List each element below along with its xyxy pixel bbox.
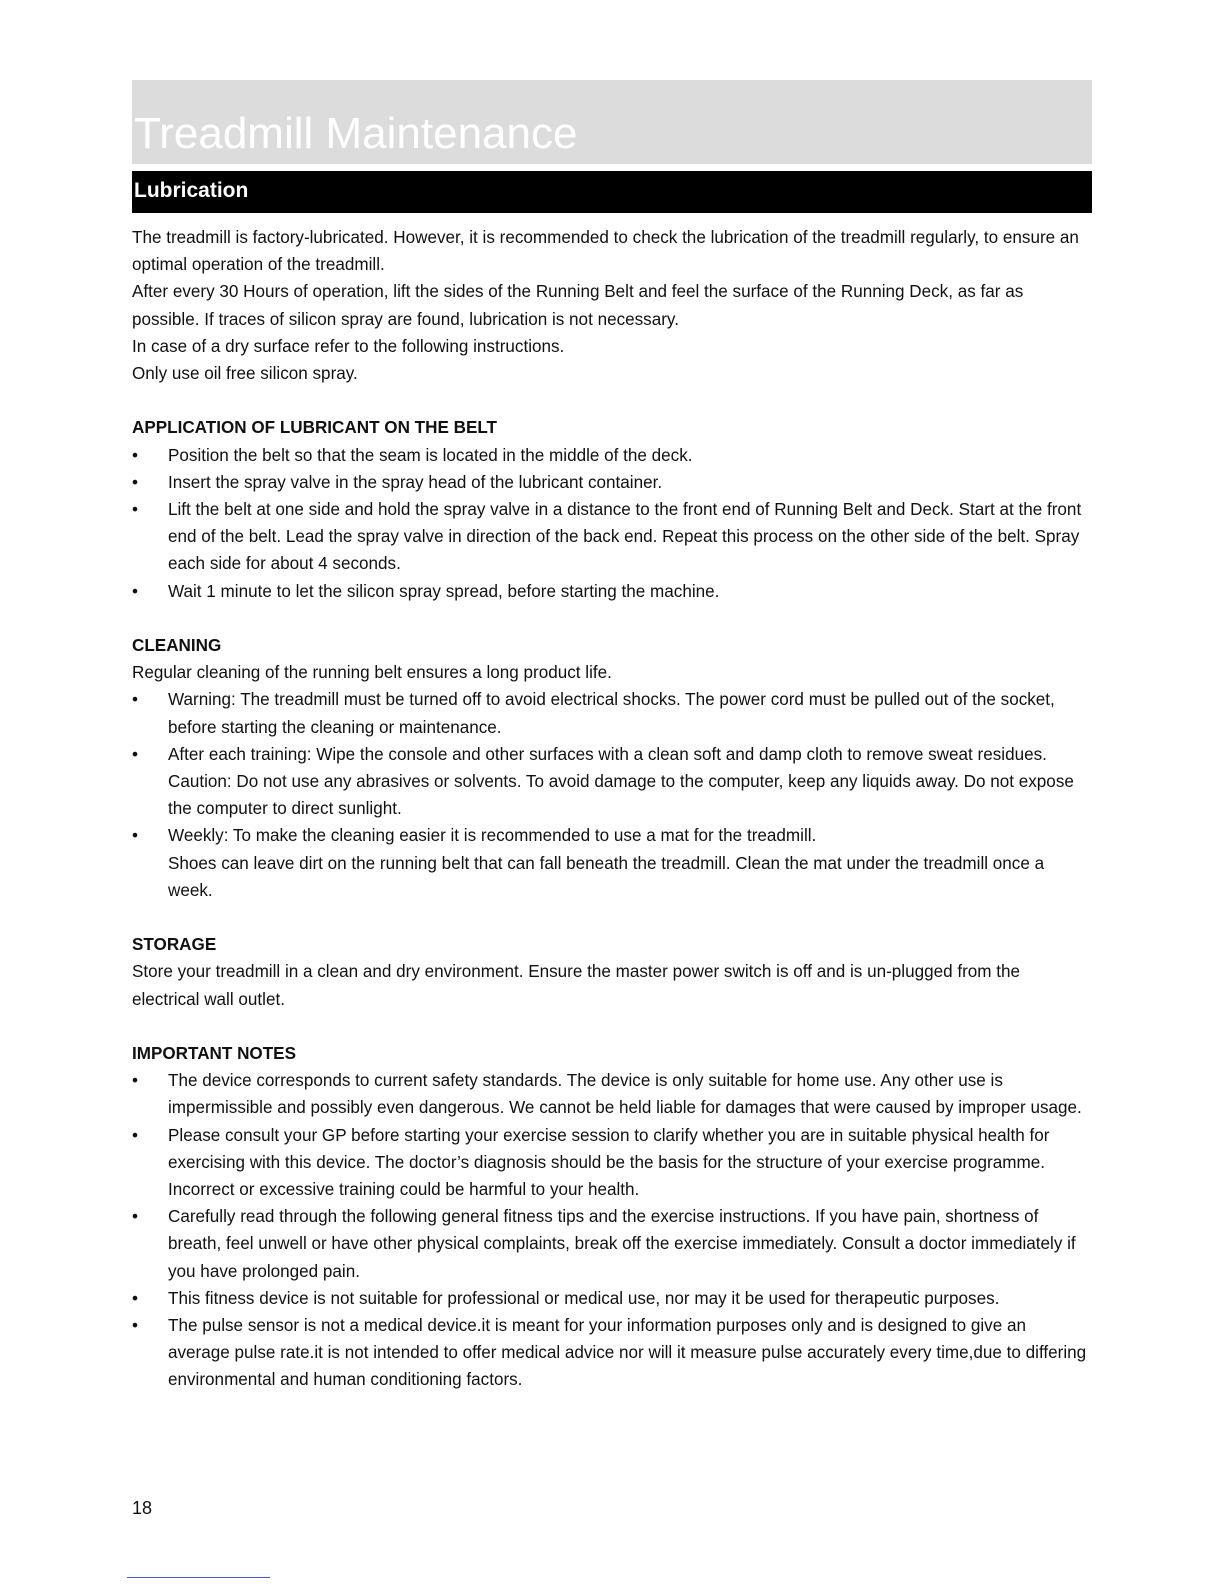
bullet: • xyxy=(132,690,138,710)
list-item xyxy=(132,1122,1092,1204)
spacer xyxy=(132,904,1092,931)
list-item-text: This fitness device is not suitable for professional or medical use, nor may it be used for therapeutic purposes. xyxy=(168,1288,1000,1308)
storage-text: Store your treadmill in a clean and dry environment. Ensure the master power switch is off and is un-plugged from the electrical wall outlet. xyxy=(132,962,1021,1009)
bullet: • xyxy=(132,744,138,764)
list-item-text: Position the belt so that the seam is located in the middle of the deck. xyxy=(168,445,693,465)
list-item-text: Please consult your GP before starting your exercise session to clarify whether you are in suitable physical health for exercising with this device. The doctor’s diagnosis should be the basis for the structure of your exercise programme. Incorrect or excessive training could be harmful to your health. xyxy=(168,1125,1050,1200)
list-item xyxy=(132,686,1092,740)
list-item-text: Insert the spray valve in the spray head of the lubricant container. xyxy=(168,472,663,492)
spacer xyxy=(132,605,1092,632)
bullet: • xyxy=(132,1071,138,1091)
bullet: • xyxy=(132,472,138,492)
list-item xyxy=(132,1312,1092,1394)
section-title: Lubrication xyxy=(134,179,249,202)
bullet: • xyxy=(132,500,138,520)
list-item xyxy=(132,442,1092,469)
cleaning-intro: Regular cleaning of the running belt ensures a long product life. xyxy=(132,663,612,683)
list-item-text: Carefully read through the following general fitness tips and the exercise instructions. If you have pain, shortness of breath, feel unwell or have other physical complaints, break off the exercise immediately. Consult a doctor immediately if you have prolonged pain. xyxy=(168,1207,1076,1281)
title-bar xyxy=(132,80,1092,164)
list-item-text: Weekly: To make the cleaning easier it is recommended to use a mat for the treadmill. xyxy=(168,826,817,846)
page-number: 18 xyxy=(132,1498,153,1518)
spacer xyxy=(132,1013,1092,1040)
intro-paragraph: Only use oil free silicon spray. xyxy=(132,364,358,384)
spacer xyxy=(132,387,1092,414)
bullet: • xyxy=(132,581,138,601)
cleaning-heading: CLEANING xyxy=(132,636,222,656)
bullet: • xyxy=(132,1207,138,1227)
list-item xyxy=(132,822,1092,904)
list-item-note: Shoes can leave dirt on the running belt that can fall beneath the treadmill. Clean the mat under the treadmill once a week. xyxy=(168,853,1045,900)
bullet: • xyxy=(132,1125,138,1145)
application-heading: APPLICATION OF LUBRICANT ON THE BELT xyxy=(132,418,497,438)
bullet: • xyxy=(132,1288,138,1308)
list-item-text: Wait 1 minute to let the silicon spray spread, before starting the machine. xyxy=(168,581,720,601)
list-item xyxy=(132,496,1092,578)
list-item-text: The device corresponds to current safety standards. The device is only suitable for home use. Any other use is impermissible and possibly even dangerous. We cannot be held liable for damages that were caused by improper usage. xyxy=(168,1071,1082,1118)
list-item-caution: Caution: Do not use any abrasives or solvents. To avoid damage to the computer, keep any liquids away. Do not expose the computer to direct sunlight. xyxy=(168,772,1074,819)
footer-rule xyxy=(127,1577,270,1578)
page-title: Treadmill Maintenance xyxy=(134,109,578,158)
section-bar xyxy=(132,171,1092,213)
list-item xyxy=(132,1067,1092,1121)
notes-heading: IMPORTANT NOTES xyxy=(132,1044,296,1064)
list-item xyxy=(132,741,1092,823)
list-item xyxy=(132,469,1092,496)
list-item xyxy=(132,1203,1092,1285)
bullet: • xyxy=(132,1316,138,1336)
bullet: • xyxy=(132,826,138,846)
content xyxy=(132,224,1092,1394)
cleaning-list xyxy=(132,686,1092,904)
application-list xyxy=(132,442,1092,605)
list-item xyxy=(132,1285,1092,1312)
notes-list xyxy=(132,1067,1092,1393)
intro-paragraph: In case of a dry surface refer to the following instructions. xyxy=(132,336,565,356)
bullet: • xyxy=(132,445,138,465)
storage-heading: STORAGE xyxy=(132,935,217,955)
intro-paragraph: After every 30 Hours of operation, lift the sides of the Running Belt and feel the surface of the Running Deck, as far as possible. If traces of silicon spray are found, lubrication is not necessary. xyxy=(132,282,1024,329)
list-item-text: Warning: The treadmill must be turned off to avoid electrical shocks. The power cord must be pulled out of the socket, before starting the cleaning or maintenance. xyxy=(168,690,1055,737)
list-item-text: The pulse sensor is not a medical device.it is meant for your information purposes only and is designed to give an average pulse rate.it is not intended to offer medical advice nor will it measure pulse accurately every time,due to differing environmental and human conditioning factors. xyxy=(168,1316,1087,1390)
list-item-text: After each training: Wipe the console and other surfaces with a clean soft and damp cloth to remove sweat residues. xyxy=(168,744,1047,764)
list-item-text: Lift the belt at one side and hold the spray valve in a distance to the front end of Running Belt and Deck. Start at the front end of the belt. Lead the spray valve in direction of the back end. Repeat this process on the other side of the belt. Spray each side for about 4 seconds. xyxy=(168,500,1082,574)
intro-paragraph: The treadmill is factory-lubricated. However, it is recommended to check the lubrication of the treadmill regularly, to ensure an optimal operation of the treadmill. xyxy=(132,228,1079,275)
list-item xyxy=(132,578,1092,605)
